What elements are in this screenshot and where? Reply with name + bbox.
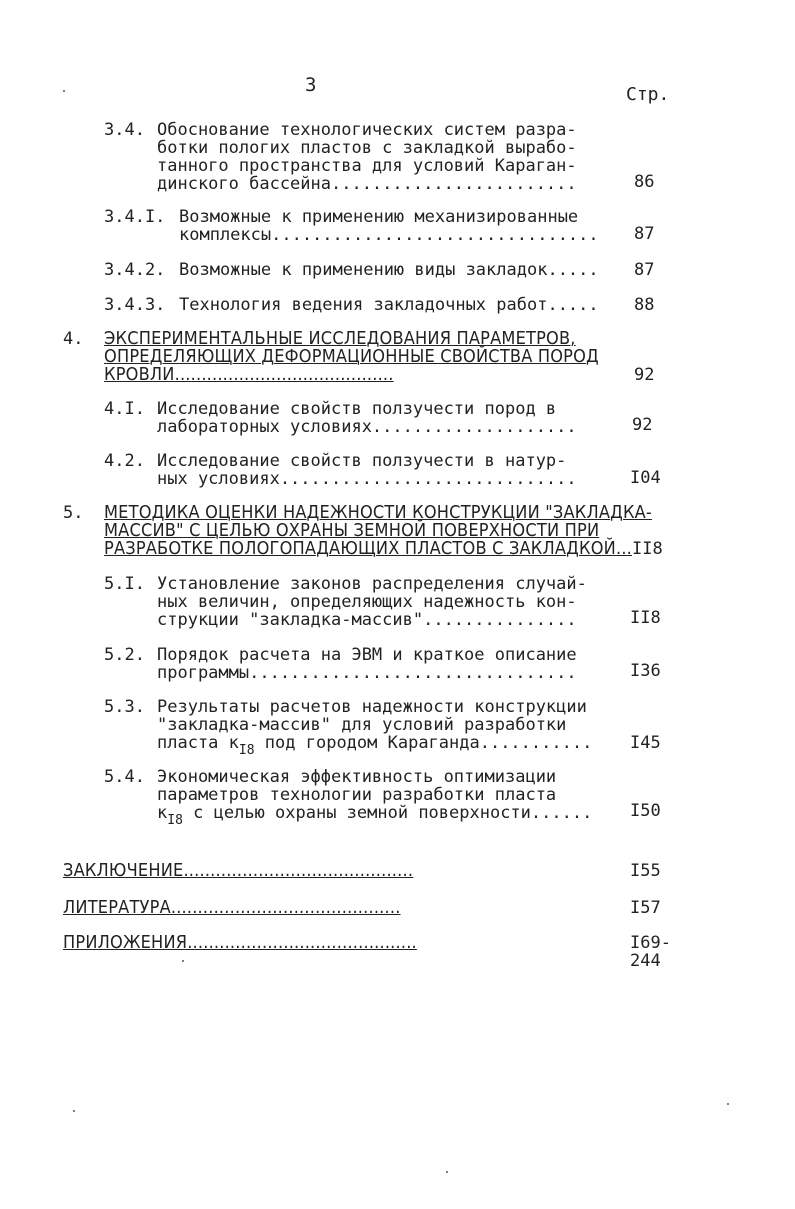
toc-section-line: ОПРЕДЕЛЯЮЩИХ ДЕФОРМАЦИОННЫЕ СВОЙСТВА ПОРОД (104, 346, 599, 367)
toc-entry-line: Возможные к применению виды закладок..... (179, 260, 599, 280)
toc-section-line: КРОВЛИ......................................... (104, 364, 394, 385)
toc-entry-line: Обоснование технологических систем разра- (157, 120, 577, 140)
toc-entry-line: "закладка-массив" для условий разработки (157, 715, 567, 735)
toc-entry-number: 3.4.2. (104, 260, 166, 280)
toc-entry-line: лабораторных условиях.................... (157, 417, 577, 437)
toc-entry-line-with-subscript: $к_{I8}$ с целью охраны земной поверхности...... (157, 803, 593, 828)
toc-entry-page: 87 (634, 224, 655, 244)
toc-entry-page: I50 (630, 801, 661, 821)
page-column-header: Стр. (626, 84, 670, 105)
toc-entry-number: 3.4. (104, 120, 145, 140)
toc-entry-line: струкции "закладка-массив"............... (157, 610, 577, 630)
toc-entry-line: Экономическая эффективность оптимизации (157, 767, 557, 787)
toc-entry-line: программы................................ (157, 663, 577, 683)
toc-section-page: I57 (630, 898, 661, 918)
toc-entry-number: 3.4.3. (104, 295, 166, 315)
toc-section-line: МЕТОДИКА ОЦЕНКИ НАДЕЖНОСТИ КОНСТРУКЦИИ "ЗАКЛАДКА- (104, 502, 652, 523)
toc-section-page: I55 (630, 861, 661, 881)
page-number: 3 (305, 74, 317, 96)
toc-entry-page: I45 (630, 733, 661, 753)
toc-entry-page: 86 (634, 172, 655, 192)
toc-entry-page: 87 (634, 260, 655, 280)
toc-entry-line: Установление законов распределения случай- (157, 574, 587, 594)
toc-section-number: 5. (63, 503, 84, 523)
toc-entry-line: Исследование свойств ползучести в натур- (157, 451, 567, 471)
toc-entry-line: Порядок расчета на ЭВМ и краткое описание (157, 645, 577, 665)
scan-speck (182, 960, 184, 962)
scan-speck (73, 1110, 75, 1112)
toc-section-line: РАЗРАБОТКЕ ПОЛОГОПАДАЮЩИХ ПЛАСТОВ С ЗАКЛАДКОЙ... (104, 538, 632, 559)
toc-entry-line-with-subscript: пласта $к_{I8}$ под городом Караганда........... (157, 733, 593, 758)
toc-entry-line: ных величин, определяющих надежность кон- (157, 592, 577, 612)
toc-section-number: 4. (63, 329, 84, 349)
subscript: I8 (167, 813, 183, 828)
toc-entry-line: параметров технологии разработки пласта (157, 785, 557, 805)
toc-entry-number: 5.2. (104, 645, 145, 665)
toc-entry-page: 92 (632, 415, 653, 435)
toc-entry-page: II8 (630, 608, 661, 628)
toc-entry-number: 4.2. (104, 451, 145, 471)
toc-section-line: ЗАКЛЮЧЕНИЕ........................................... (63, 860, 414, 881)
scan-speck (446, 1171, 448, 1173)
toc-entry-page: I36 (630, 661, 661, 681)
toc-entry-number: 3.4.I. (104, 207, 166, 227)
toc-entry-page: I04 (630, 468, 661, 488)
toc-entry-line: Возможные к применению механизированные (179, 207, 579, 227)
toc-entry-number: 5.4. (104, 767, 145, 787)
toc-entry-line: Технология ведения закладочных работ..... (179, 295, 599, 315)
toc-entry-number: 5.I. (104, 574, 145, 594)
toc-entry-line: Результаты расчетов надежности конструкции (157, 697, 587, 717)
toc-section-page: I69-244 (630, 933, 671, 971)
toc-section-line: ЭКСПЕРИМЕНТАЛЬНЫЕ ИССЛЕДОВАНИЯ ПАРАМЕТРОВ, (104, 328, 576, 349)
toc-entry-line: динского бассейна........................ (157, 174, 577, 194)
toc-entry-line: ботки пологих пластов с закладкой вырабо- (157, 138, 577, 158)
toc-section-line: ЛИТЕРАТУРА........................................... (63, 897, 401, 918)
toc-section-page: II8 (632, 539, 663, 559)
toc-entry-line: Исследование свойств ползучести пород в (157, 399, 557, 419)
toc-entry-page: 88 (634, 295, 655, 315)
toc-entry-line: комплексы................................ (179, 225, 599, 245)
toc-entry-line: ных условиях............................. (157, 469, 577, 489)
toc-section-line: ПРИЛОЖЕНИЯ........................................... (63, 932, 417, 953)
toc-section-page: 92 (634, 365, 655, 385)
toc-entry-number: 5.3. (104, 697, 145, 717)
toc-entry-number: 4.I. (104, 399, 145, 419)
toc-section-line: МАССИВ" С ЦЕЛЬЮ ОХРАНЫ ЗЕМНОЙ ПОВЕРХНОСТИ ПРИ (104, 520, 600, 541)
scan-speck (727, 1103, 729, 1105)
toc-entry-line: танного пространства для условий Караган- (157, 156, 577, 176)
scan-speck (63, 90, 65, 92)
subscript: I8 (238, 743, 255, 758)
